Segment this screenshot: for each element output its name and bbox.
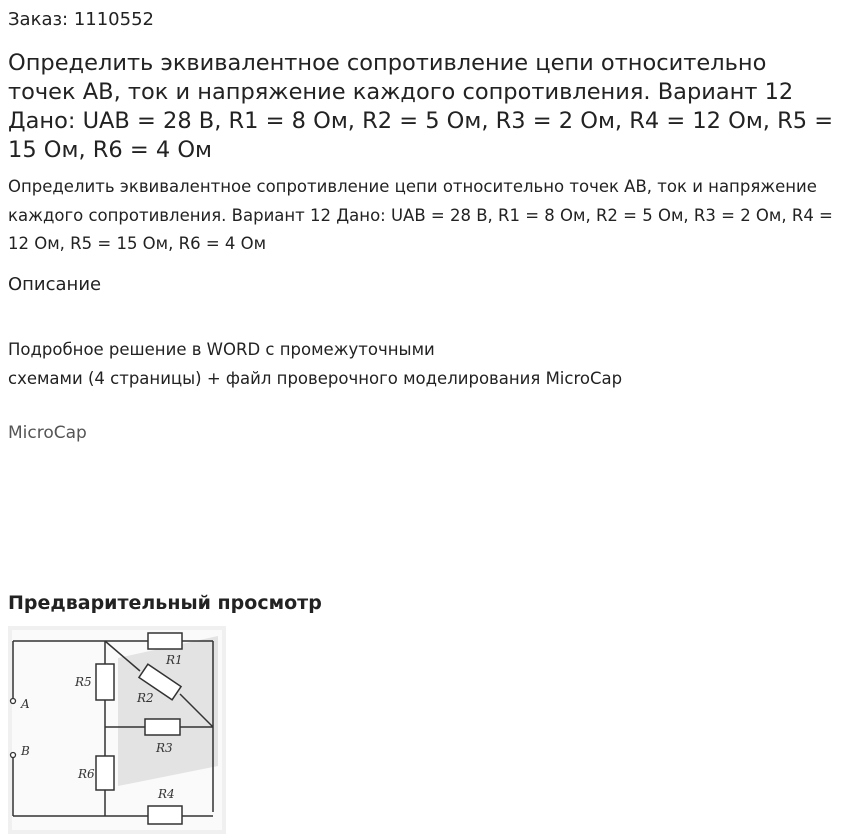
resistor-r3 xyxy=(145,719,180,735)
label-r5: R5 xyxy=(75,675,92,689)
resistor-r1 xyxy=(148,633,182,649)
description-heading: Описание xyxy=(8,274,102,295)
terminal-a xyxy=(11,699,16,704)
label-r4: R4 xyxy=(158,787,175,801)
resistor-r6 xyxy=(96,756,114,790)
label-r2: R2 xyxy=(137,691,154,705)
product-title: Определить эквивалентное сопротивление цепи относительно точек АВ, ток и напряжение каждого сопротивления. Вариант 12 Дано: UAB = 28 В, R1 = 8 Ом, R2 = 5 Ом, R3 = 2 Ом, R4 = 12 Ом, R5 = 15 Ом, R6 = 4 Ом xyxy=(8,50,834,163)
product-summary: Определить эквивалентное сопротивление цепи относительно точек АВ, ток и напряжение каждого сопротивления. Вариант 12 Дано: UAB = 28 В, R1 = 8 Ом, R2 = 5 Ом, R3 = 2 Ом, R4 = 12 Ом, R5 = 15 Ом, R6 = 4 Ом xyxy=(8,177,833,253)
circuit-diagram xyxy=(8,626,226,834)
description-line-2: схемами (4 страницы) + файл проверочного моделирования MicroCap xyxy=(8,368,623,388)
label-r1: R1 xyxy=(166,653,183,667)
label-a: A xyxy=(21,697,30,711)
description-line-1: Подробное решение в WORD с промежуточными xyxy=(8,340,435,359)
preview-heading: Предварительный просмотр xyxy=(8,592,322,614)
label-r3: R3 xyxy=(156,741,173,755)
description-text xyxy=(8,336,838,393)
microcap-tag-link[interactable]: MicroCap xyxy=(8,423,87,443)
resistor-r5 xyxy=(96,664,114,700)
terminal-b xyxy=(11,753,16,758)
label-b: B xyxy=(21,744,30,758)
resistor-r4 xyxy=(148,806,182,824)
label-r6: R6 xyxy=(78,767,95,781)
order-number: Заказ: 1110552 xyxy=(8,9,154,30)
circuit-preview-image xyxy=(8,626,226,834)
